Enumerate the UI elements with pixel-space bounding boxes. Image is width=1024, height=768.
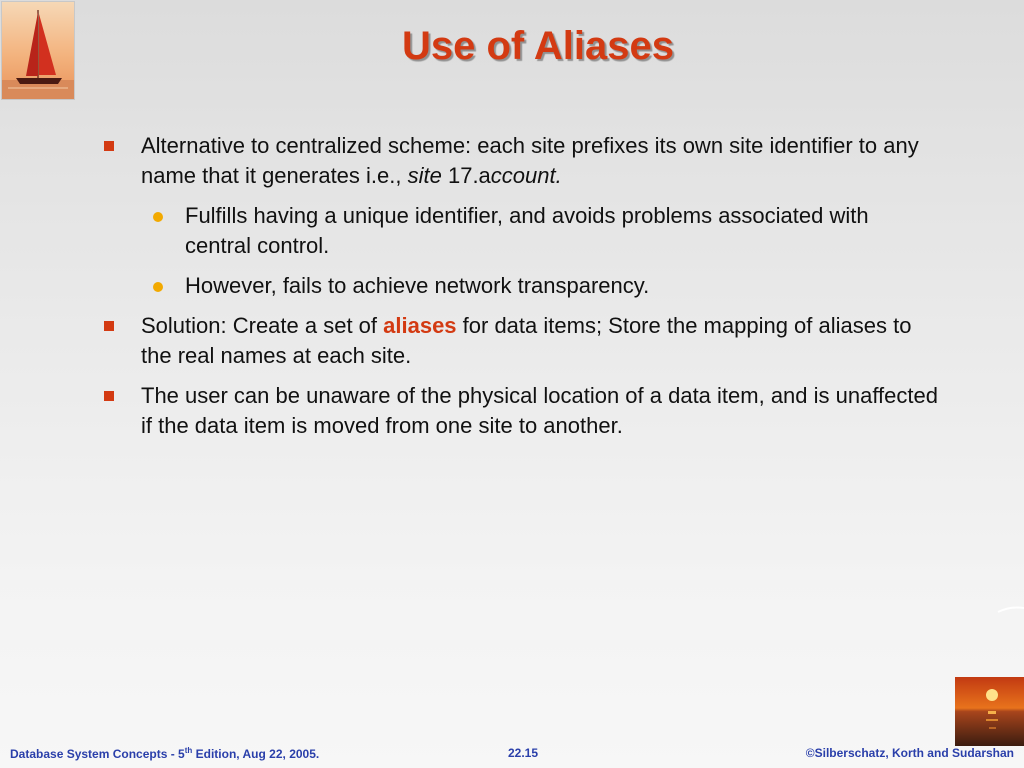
aliases-highlight: aliases [383, 313, 457, 338]
square-bullet-icon [104, 141, 114, 151]
round-bullet-icon [153, 282, 163, 292]
slide-title: Use of Aliases [402, 24, 674, 68]
sunset-image [955, 677, 1024, 746]
sub-bullet-item: However, fails to achieve network transparency. [100, 271, 940, 301]
sub-bullet-item: Fulfills having a unique identifier, and avoids problems associated with central control. [100, 201, 940, 261]
bullet-item: The user can be unaware of the physical location of a data item, and is unaffected if the data item is moved from one site to another. [100, 381, 940, 441]
round-bullet-icon [153, 212, 163, 222]
bullet-item: Solution: Create a set of aliases for data items; Store the mapping of aliases to the real names at each site. [100, 311, 940, 371]
footer-page-number: 22.15 [508, 746, 539, 760]
decorative-curve-icon [996, 606, 1024, 614]
bullet-item: Alternative to centralized scheme: each site prefixes its own site identifier to any name that it generates i.e., site 17.account. [100, 131, 940, 191]
slide-content [100, 131, 940, 451]
footer-copyright: ©Silberschatz, Korth and Sudarshan [805, 746, 1014, 760]
square-bullet-icon [104, 391, 114, 401]
footer-book-title: Database System Concepts - 5th Edition, Aug 22, 2005. [10, 746, 320, 761]
square-bullet-icon [104, 321, 114, 331]
